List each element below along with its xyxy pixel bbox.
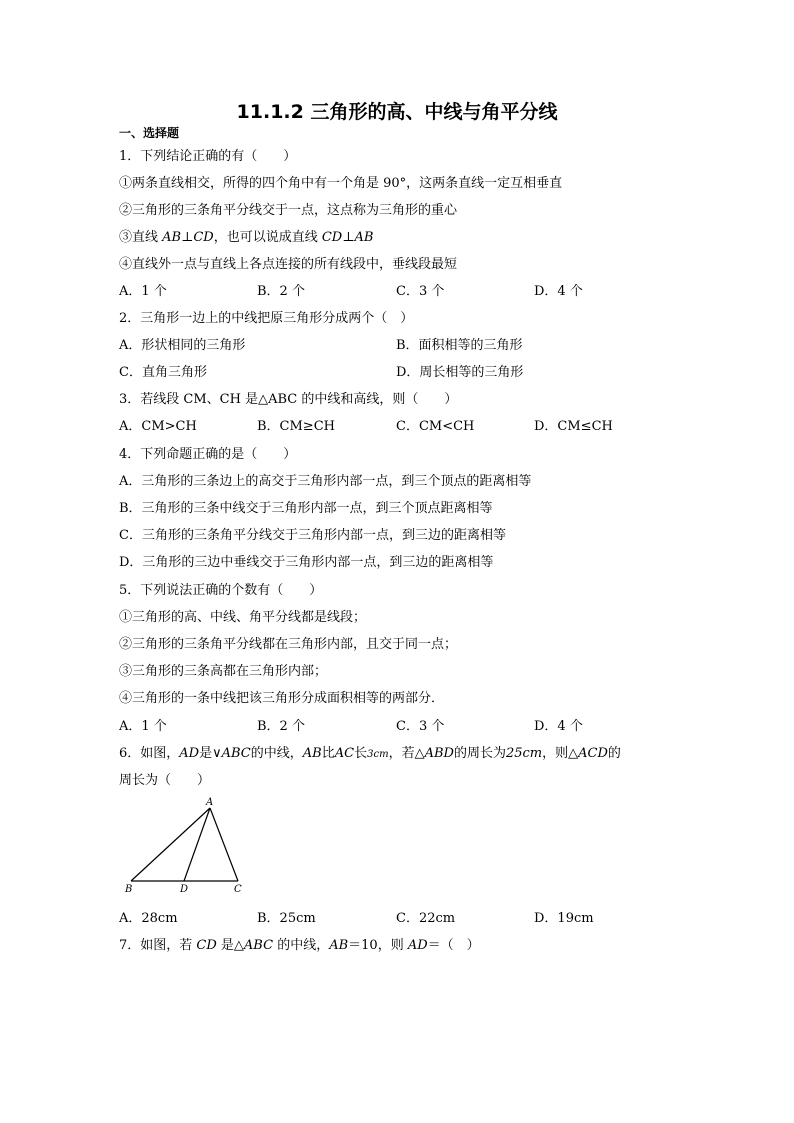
perp-symbol: ⊥ [342, 230, 355, 245]
triangle-figure [118, 795, 248, 895]
q5-statement-2: ②三角形的三条角平分线都在三角形内部，且交于同一点； [119, 637, 458, 652]
text: 的周长为 [453, 746, 506, 761]
vertex-label-c: C [234, 884, 242, 895]
q5-stem: 5．下列说法正确的个数有（ ） [119, 583, 323, 598]
math-unit: 3cm [367, 749, 389, 760]
q1-statement-4: ④直线外一点与直线上各点连接的所有线段中，垂线段最短 [119, 257, 458, 272]
q6-stem-line-2: 周长为（ ） [119, 773, 211, 788]
text: ，若△ [388, 746, 425, 761]
vertex-label-a: A [206, 797, 214, 808]
vertex-label-b: B [125, 884, 133, 895]
q5-option-d: D．4 个 [534, 719, 583, 734]
math-unit: 25cm [505, 746, 543, 761]
text: 长 [354, 746, 368, 761]
page-title: 11.1.2 三角形的高、中线与角平分线 [236, 101, 558, 123]
text: ，则△ [542, 746, 579, 761]
q2-stem: 2．三角形一边上的中线把原三角形分成两个（ ） [119, 311, 414, 326]
side-ab [131, 808, 210, 881]
q3-option-b: B．CM≥CH [257, 419, 335, 434]
q6-option-a: A．28cm [119, 911, 178, 926]
q5-option-b: B．2 个 [257, 719, 305, 734]
q1-option-d: D．4 个 [534, 284, 583, 299]
math-var: ACD [578, 746, 608, 761]
q4-stem: 4．下列命题正确的是（ ） [119, 447, 297, 462]
text: 是△ [216, 938, 244, 953]
q1-statement-1: ①两条直线相交，所得的四个角中有一个角是 90°，这两条直线一定互相垂直 [119, 176, 563, 191]
q1-option-c: C．3 个 [396, 284, 445, 299]
q4-option-a: A．三角形的三条边上的高交于三角形内部一点，到三个顶点的距离相等 [119, 474, 532, 489]
math-var: CD [196, 938, 217, 953]
q2-option-d: D．周长相等的三角形 [396, 365, 524, 380]
math-var: AD [407, 938, 428, 953]
math-var: ABC [243, 938, 274, 953]
q2-option-a: A．形状相同的三角形 [119, 338, 246, 353]
math-var: AB [354, 230, 374, 245]
math-var: AB [302, 746, 322, 761]
math-var: CD [193, 230, 214, 245]
text: 是 [199, 746, 213, 761]
text: 的中线， [250, 746, 303, 761]
vertex-label-d: D [180, 884, 189, 895]
side-ac [210, 808, 238, 881]
text: 的 [607, 746, 621, 761]
math-var: CD [321, 230, 343, 245]
q1-statement-3 [119, 226, 373, 245]
q2-option-b: B．面积相等的三角形 [396, 338, 523, 353]
math-var: AC [334, 746, 355, 761]
perp-symbol: ⊥ [181, 230, 194, 245]
q5-statement-1: ①三角形的高、中线、角平分线都是线段； [119, 610, 367, 625]
text: ＝（ ） [427, 938, 480, 953]
q6-option-c: C．22cm [396, 911, 456, 926]
q4-option-d: D．三角形的三边中垂线交于三角形内部一点，到三边的距离相等 [119, 555, 494, 570]
text: ，也可以说成直线 [213, 230, 322, 245]
math-var: AD [179, 746, 200, 761]
q1-statement-2: ②三角形的三条角平分线交于一点，这点称为三角形的重心 [119, 203, 458, 218]
q5-option-a: A．1 个 [119, 719, 167, 734]
q1-stem: 1．下列结论正确的有（ ） [119, 149, 297, 164]
q1-option-a: A．1 个 [119, 284, 167, 299]
q4-option-b: B．三角形的三条中线交于三角形内部一点，到三个顶点距离相等 [119, 501, 493, 516]
median-ad [184, 808, 210, 881]
text: 6．如图， [119, 746, 180, 761]
math-var: ∨ABC [212, 746, 251, 761]
math-var: AB [162, 230, 182, 245]
q5-option-c: C．3 个 [396, 719, 445, 734]
text: 比 [321, 746, 335, 761]
q5-statement-4: ④三角形的一条中线把该三角形分成面积相等的两部分． [119, 691, 445, 706]
q7-stem [119, 934, 480, 953]
section-heading: 一、选择题 [119, 126, 180, 140]
q4-option-c: C．三角形的三条角平分线交于三角形内部一点，到三边的距离相等 [119, 528, 506, 543]
q3-option-a: A．CM>CH [119, 419, 197, 434]
math-var: ABD [424, 746, 454, 761]
text: ③直线 [119, 230, 163, 245]
q3-option-c: C．CM<CH [396, 419, 475, 434]
q2-option-c: C．直角三角形 [119, 365, 207, 380]
text: ＝10，则 [348, 938, 408, 953]
q6-option-d: D．19cm [534, 911, 594, 926]
q6-option-b: B．25cm [257, 911, 316, 926]
q5-statement-3: ③三角形的三条高都在三角形内部； [119, 664, 328, 679]
q6-stem-line-1 [119, 742, 621, 761]
q3-option-d: D．CM≤CH [534, 419, 613, 434]
q1-option-b: B．2 个 [257, 284, 305, 299]
q3-stem: 3．若线段 CM、CH 是△ABC 的中线和高线，则（ ） [119, 392, 458, 407]
math-var: AB [329, 938, 349, 953]
text: 的中线， [273, 938, 330, 953]
text: 7．如图，若 [119, 938, 197, 953]
